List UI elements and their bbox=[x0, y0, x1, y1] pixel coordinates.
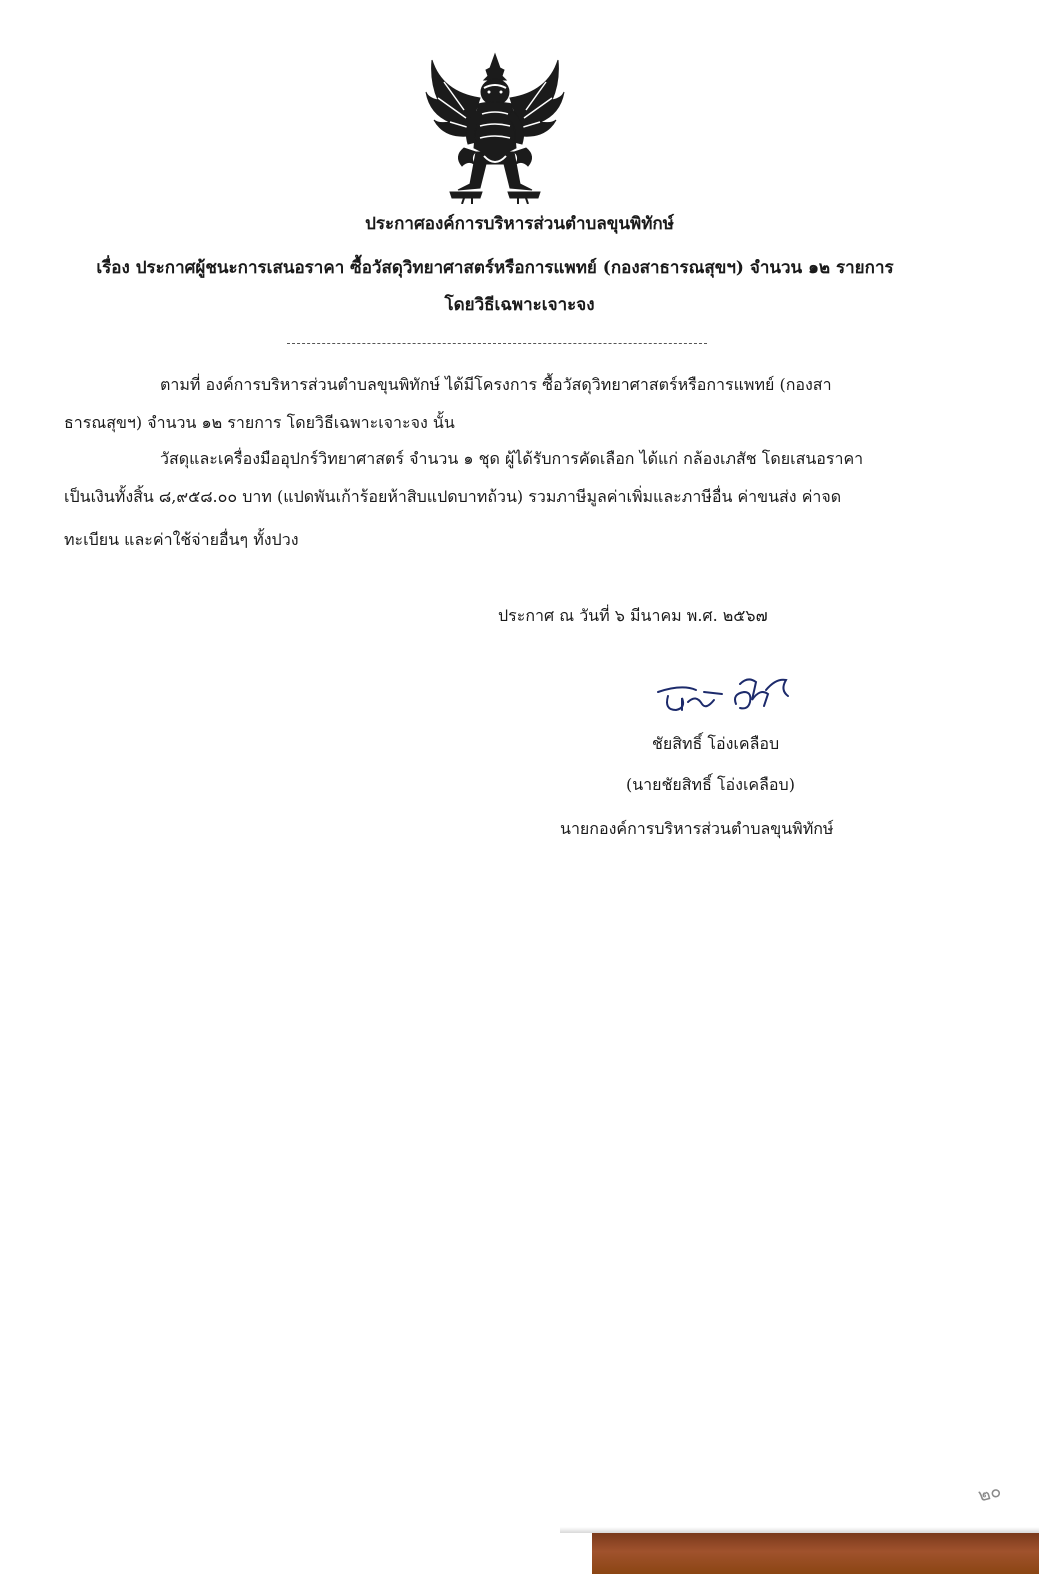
procurement-method: โดยวิธีเฉพาะเจาะจง bbox=[444, 295, 595, 315]
announcement-title: ประกาศองค์การบริหารส่วนตำบลขุนพิทักษ์ bbox=[365, 214, 674, 234]
corner-handwritten-note: ๒๐ bbox=[975, 1480, 1004, 1507]
signatory-full-name: (นายชัยสิทธิ์ โอ่งเคลือบ) bbox=[626, 775, 795, 794]
handwritten-signature bbox=[652, 670, 794, 720]
paragraph-2-line-2: เป็นเงินทั้งสิ้น ๘,๙๕๘.๐๐ บาท (แปดพันเก้าร้อยห้าสิบแปดบาทถ้วน) รวมภาษีมูลค่าเพิ่มและภาษีอื่น ค่าขนส่ง ค่าจด bbox=[64, 487, 842, 506]
signatory-position: นายกองค์การบริหารส่วนตำบลขุนพิทักษ์ bbox=[560, 819, 834, 838]
announcement-subject: เรื่อง ประกาศผู้ชนะการเสนอราคา ซื้อวัสดุวิทยาศาสตร์หรือการแพทย์ (กองสาธารณสุขฯ) จำนวน ๑๒ รายการ bbox=[96, 258, 894, 278]
garuda-emblem-icon bbox=[424, 52, 566, 204]
paragraph-2-line-1: วัสดุและเครื่องมืออุปกร์วิทยาศาสตร์ จำนวน ๑ ชุด ผู้ได้รับการคัดเลือก ได้แก่ กล้องเภสัช โดยเสนอราคา bbox=[160, 449, 864, 468]
header-divider bbox=[287, 343, 707, 344]
signatory-name: ชัยสิทธิ์ โอ่งเคลือบ bbox=[652, 734, 780, 753]
paragraph-2-line-3: ทะเบียน และค่าใช้จ่ายอื่นๆ ทั้งปวง bbox=[64, 530, 299, 549]
paragraph-1-line-1: ตามที่ องค์การบริหารส่วนตำบลขุนพิทักษ์ ได้มีโครงการ ซื้อวัสดุวิทยาศาสตร์หรือการแพทย์ (กองสา bbox=[160, 375, 832, 394]
paragraph-1-line-2: ธารณสุขฯ) จำนวน ๑๒ รายการ โดยวิธีเฉพาะเจาะจง นั้น bbox=[64, 413, 455, 432]
desk-edge bbox=[592, 1533, 1039, 1574]
announcement-date: ประกาศ ณ วันที่ ๖ มีนาคม พ.ศ. ๒๕๖๗ bbox=[498, 606, 768, 625]
